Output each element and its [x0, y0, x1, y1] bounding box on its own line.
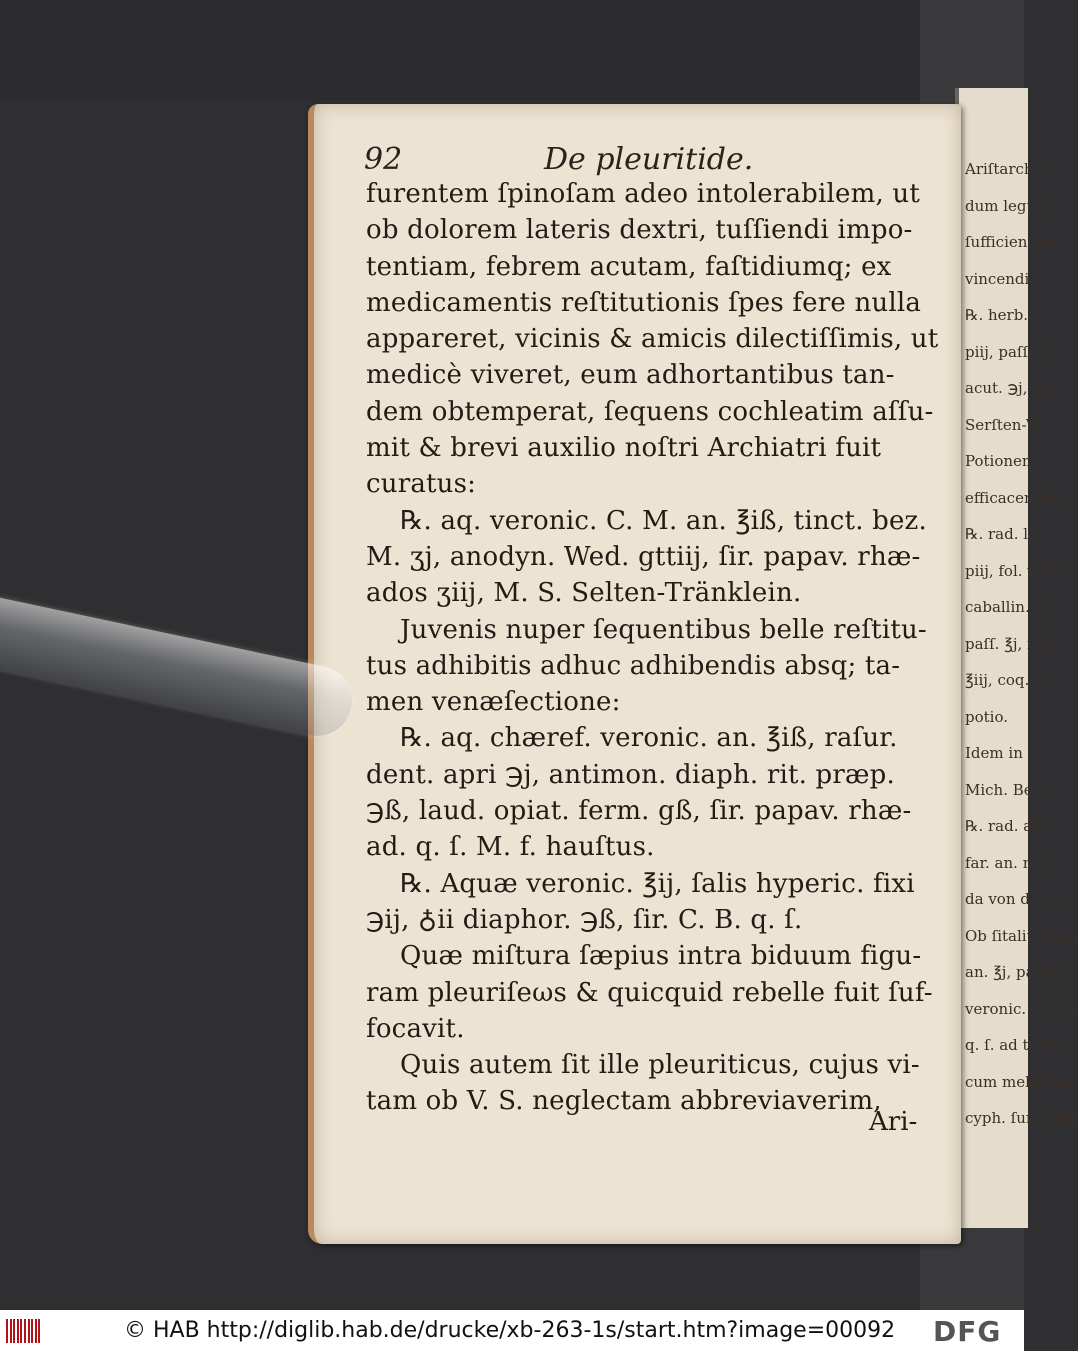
text-line: ados ʒiij, M. S. Selten-Tränklein.	[366, 578, 802, 609]
facing-text-line: ℞. herb.	[965, 306, 1029, 324]
glass-page-weight	[0, 591, 359, 743]
dfg-logo: DFG	[933, 1315, 1002, 1348]
text-line: dent. apri ℈j, antimon. diaph. rit. præp.	[366, 759, 895, 790]
facing-text-line: paſſ. ℥j, rad.	[965, 634, 1058, 653]
text-line: ℈ß, laud. opiat. ferm. gß, ſir. papav. rhæ-	[366, 796, 912, 827]
text-line: ram pleuriſeωs & quicquid rebelle fuit ſuf-	[366, 977, 933, 1008]
facing-page	[955, 88, 1078, 1228]
facing-text-line: Ariſtarchu	[965, 160, 1044, 178]
text-line: mit & brevi auxilio noſtri Archiatri fuit	[366, 433, 882, 464]
footer-credit[interactable]: © HAB http://diglib.hab.de/drucke/xb-263-1s/start.htm?image=00092	[124, 1318, 896, 1343]
facing-text-line: ℥iij, coq. c	[965, 671, 1043, 689]
facing-text-line: cyph. ſumendu	[965, 1109, 1078, 1127]
text-line: Quæ miſtura ſæpius intra biduum figu-	[400, 941, 922, 972]
text-line: ad. q. ſ. M. f. hauſtus.	[366, 832, 655, 863]
facing-text-line: acut. ℈j, inc	[965, 379, 1056, 397]
facing-text-line: Potionem	[965, 452, 1037, 470]
facing-text-line: piij, fol. vero	[965, 561, 1061, 580]
facing-text-line: Mich. Beck	[965, 780, 1051, 799]
facing-text-line: cum melle far	[965, 1072, 1071, 1091]
facing-text-line: veronic. an. mj	[965, 999, 1078, 1018]
barcode-icon	[6, 1319, 40, 1343]
facing-text-line: ℞. rad. alt	[965, 817, 1044, 835]
text-line: Juvenis nuper ſequentibus belle reſtitu-	[400, 614, 927, 645]
facing-text-line: caballin. mj	[965, 598, 1054, 616]
text-line: tam ob V. S. neglectam abbreviaverim,	[366, 1086, 882, 1117]
facing-text-line: vincendi.	[965, 269, 1035, 288]
text-line: men venæſectione:	[366, 687, 621, 718]
facing-text-line: piij, paſſul.	[965, 342, 1048, 361]
facing-text-line: Serſten-W	[965, 415, 1042, 434]
page-text	[366, 176, 939, 1120]
text-line: focavit.	[366, 1013, 465, 1044]
text-line: medicè viveret, eum adhortantibus tan-	[366, 360, 895, 391]
text-line: ℞. Aquæ veronic. ℥ij, ſalis hyperic. fixi	[400, 868, 915, 899]
text-line: ob dolorem lateris dextri, tuſſiendi impo-	[366, 215, 913, 246]
facing-text-line: an. ℥j, paſſul.	[965, 963, 1065, 981]
text-line: medicamentis reſtitutionis ſpes fere nulla	[366, 287, 922, 318]
text-line: ℞. aq. chæref. veronic. an. ℥iß, raſur.	[400, 723, 898, 754]
facing-text-line: Idem in	[965, 744, 1023, 762]
text-line: tentiam, febrem acutam, faſtidiumq; ex	[366, 251, 892, 282]
facing-text-line: ℞. rad. la	[965, 525, 1037, 543]
text-line: curatus:	[366, 469, 477, 500]
text-line: ℈ij, ♁ii diaphor. ℈ß, ſir. C. B. q. ſ.	[366, 904, 803, 935]
facing-text-line: dum legun	[965, 196, 1046, 215]
running-head: De pleuritide.	[544, 142, 754, 177]
text-line: tus adhibitis adhuc adhibendis absq; ta-	[366, 650, 901, 681]
footer-bar	[0, 1310, 1024, 1351]
text-line: ℞. aq. veronic. C. M. an. ℥iß, tinct. bez.	[400, 505, 927, 536]
facing-text-line: Ob ſitalitroſum	[965, 926, 1078, 945]
text-line: Quis autem ſit ille pleuriticus, cujus vi-	[400, 1050, 920, 1081]
facing-text-line: q. ſ. ad tertia	[965, 1036, 1065, 1054]
facing-text-line: ſufficientem	[965, 233, 1057, 251]
text-line: dem obtemperat, ſequens cochleatim aſſu-	[366, 396, 934, 427]
text-line: M. ʒj, anodyn. Wed. gttiij, ſir. papav. rhæ-	[366, 541, 921, 572]
facing-text-line: far. an. miß	[965, 853, 1052, 872]
book-page	[308, 104, 961, 1244]
page-number: 92	[364, 142, 403, 177]
background-band	[0, 0, 1024, 100]
facing-text-line: efficacem de	[965, 488, 1062, 507]
text-line: appareret, vicinis & amicis dilectiſſimis, ut	[366, 324, 939, 355]
facing-text-line: potio.	[965, 707, 1008, 726]
facing-text-line: da von der Li	[965, 890, 1066, 908]
catchword: Ari-	[869, 1107, 918, 1137]
text-line: furentem ſpinoſam adeo intolerabilem, ut	[366, 179, 920, 209]
